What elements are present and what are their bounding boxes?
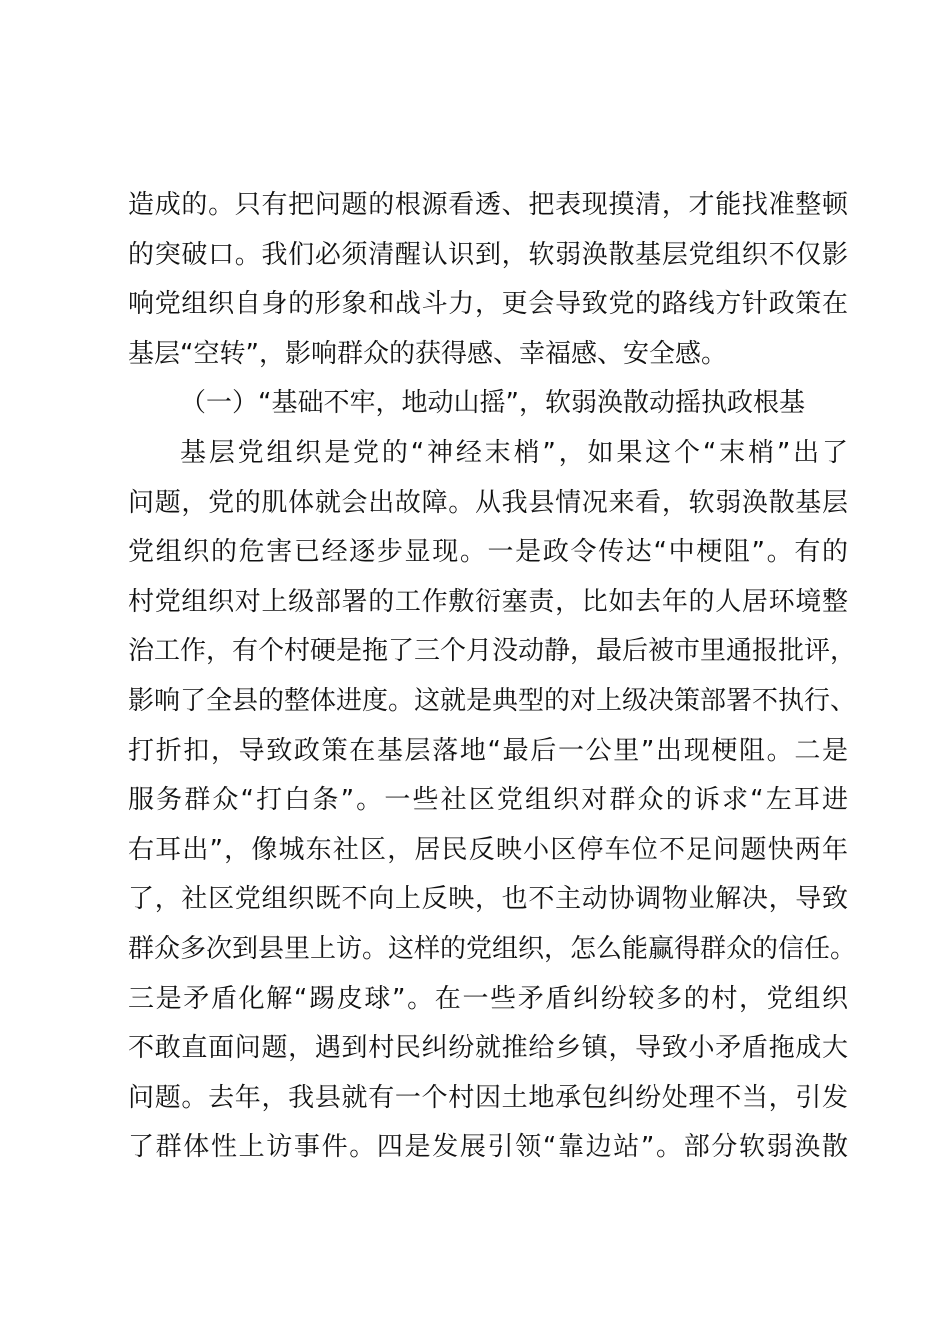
text-line: 右耳出”，像城东社区，居民反映小区停车位不足问题快两年 bbox=[128, 834, 848, 865]
body-text bbox=[128, 181, 857, 1173]
text-line: 党组织的危害已经逐步显现。一是政令传达“中梗阻”。有的 bbox=[128, 537, 848, 568]
text-line: 了，社区党组织既不向上反映，也不主动协调物业解决，导致 bbox=[128, 884, 848, 915]
text-line: 治工作，有个村硬是拖了三个月没动静，最后被市里通报批评， bbox=[128, 636, 857, 667]
section-heading: （一）“基础不牢，地动山摇”，软弱涣散动摇执政根基 bbox=[180, 388, 805, 419]
text-line: 基层“空转”，影响群众的获得感、幸福感、安全感。 bbox=[128, 338, 727, 369]
text-line: 村党组织对上级部署的工作敷衍塞责，比如去年的人居环境整 bbox=[128, 586, 848, 617]
text-line: 服务群众“打白条”。一些社区党组织对群众的诉求“左耳进 bbox=[128, 785, 848, 816]
text-line: 了群体性上访事件。四是发展引领“靠边站”。部分软弱涣散 bbox=[128, 1132, 848, 1163]
text-line: 影响了全县的整体进度。这就是典型的对上级决策部署不执行、 bbox=[128, 685, 857, 716]
text-line: 打折扣，导致政策在基层落地“最后一公里”出现梗阻。二是 bbox=[128, 735, 848, 766]
text-line: 问题，党的肌体就会出故障。从我县情况来看，软弱涣散基层 bbox=[128, 487, 848, 518]
text-line: 的突破口。我们必须清醒认识到，软弱涣散基层党组织不仅影 bbox=[128, 239, 848, 270]
text-line: 造成的。只有把问题的根源看透、把表现摸清，才能找准整顿 bbox=[128, 190, 848, 220]
paragraph-first-line: 基层党组织是党的“神经末梢”，如果这个“末梢”出了 bbox=[180, 437, 848, 468]
text-line: 三是矛盾化解“踢皮球”。在一些矛盾纠纷较多的村，党组织 bbox=[128, 983, 848, 1014]
text-line: 响党组织自身的形象和战斗力，更会导致党的路线方针政策在 bbox=[128, 289, 848, 320]
text-line: 问题。去年，我县就有一个村因土地承包纠纷处理不当，引发 bbox=[128, 1082, 848, 1113]
text-line: 群众多次到县里上访。这样的党组织，怎么能赢得群众的信任。 bbox=[128, 933, 857, 964]
text-line: 不敢直面问题，遇到村民纠纷就推给乡镇，导致小矛盾拖成大 bbox=[128, 1033, 848, 1064]
